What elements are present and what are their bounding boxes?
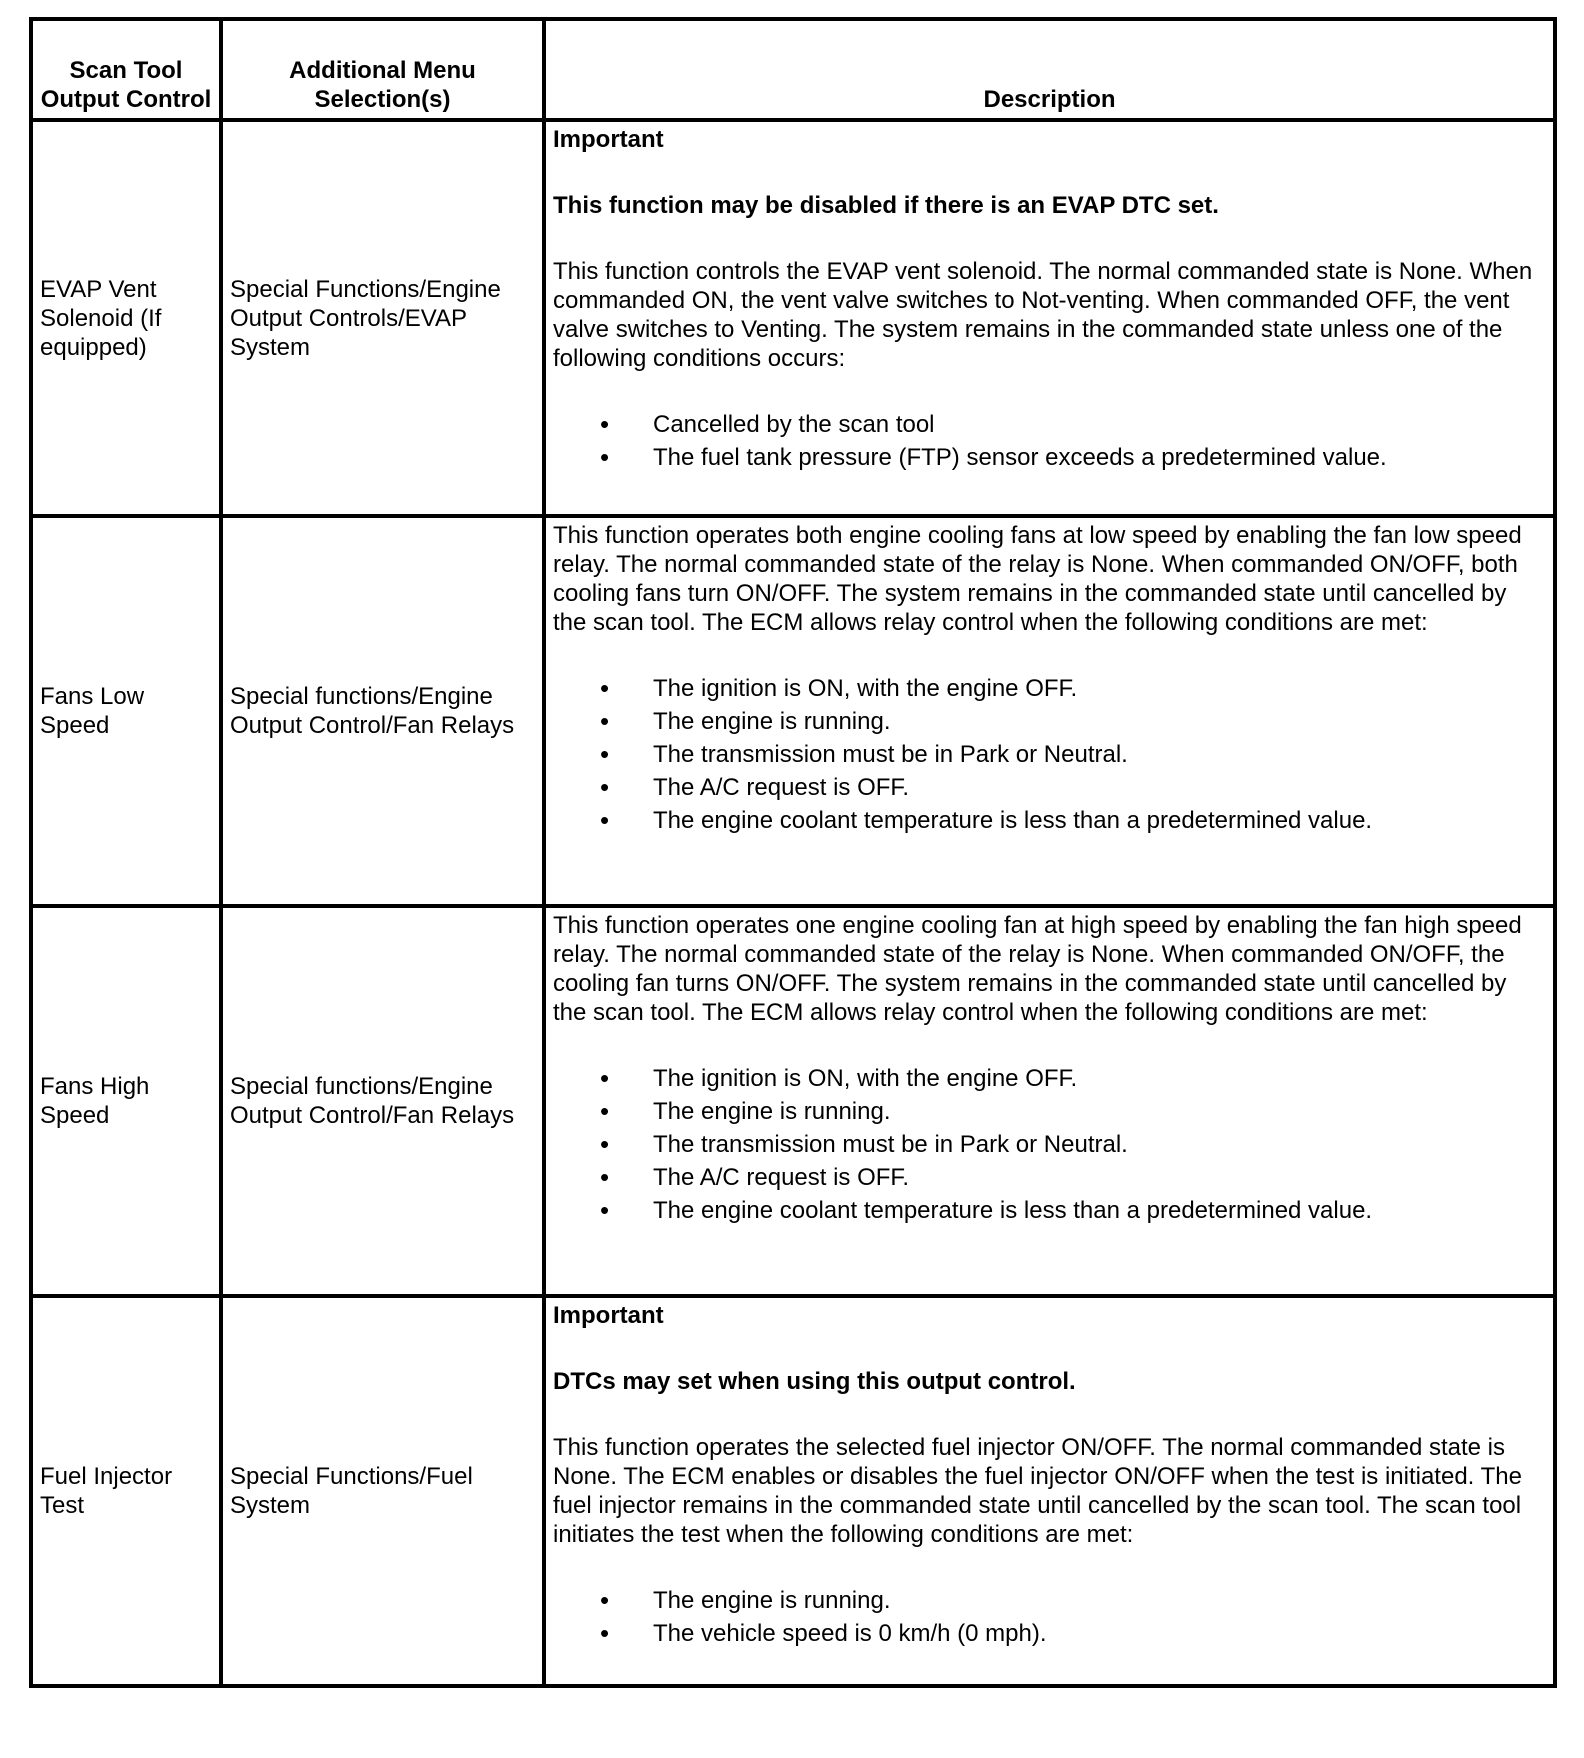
- important-note: DTCs may set when using this output control.: [553, 1368, 1076, 1395]
- table-row: [31, 120, 1555, 516]
- header-additional-menu-selections: Additional Menu Selection(s): [221, 19, 544, 120]
- description-cell: [544, 1296, 1555, 1686]
- description-cell: [544, 120, 1555, 516]
- conditions-list: [553, 674, 1546, 835]
- list-item: • The transmission must be in Park or Neutral.: [553, 740, 1546, 769]
- conditions-list: [553, 1586, 1546, 1648]
- important-label: Important: [553, 126, 664, 153]
- important-label: Important: [553, 1302, 664, 1329]
- scan-tool-output-table: [29, 17, 1557, 1688]
- list-item: • The A/C request is OFF.: [553, 773, 1546, 802]
- control-cell: Fans Low Speed: [31, 516, 221, 906]
- menu-cell: Special functions/Engine Output Control/Fan Relays: [221, 516, 544, 906]
- description-text: This function controls the EVAP vent solenoid. The normal commanded state is None. When commanded ON, the vent valve switches to Not-venting. When commanded OFF, the vent valve switches to Venting. The system remains in the commanded state unless one of the following conditions occurs:: [553, 258, 1533, 372]
- description-text: This function operates one engine cooling fan at high speed by enabling the fan high speed relay. The normal commanded state of the relay is None. When commanded ON/OFF, the cooling fan turns ON/OFF. The system remains in the commanded state until cancelled by the scan tool. The ECM allows relay control when the following conditions are met:: [553, 912, 1522, 1026]
- list-item: • The ignition is ON, with the engine OFF.: [553, 674, 1546, 703]
- list-item: • The engine is running.: [553, 1586, 1546, 1615]
- table-row: [31, 516, 1555, 906]
- conditions-list: [553, 1064, 1546, 1225]
- list-item: • The A/C request is OFF.: [553, 1163, 1546, 1192]
- control-cell: Fans High Speed: [31, 906, 221, 1296]
- list-item: • The engine is running.: [553, 1097, 1546, 1126]
- description-cell: [544, 516, 1555, 906]
- header-description: Description: [544, 19, 1555, 120]
- list-item: • The transmission must be in Park or Neutral.: [553, 1130, 1546, 1159]
- table-row: [31, 1296, 1555, 1686]
- menu-cell: Special Functions/Engine Output Controls/EVAP System: [221, 120, 544, 516]
- control-cell: EVAP Vent Solenoid (If equipped): [31, 120, 221, 516]
- list-item: • Cancelled by the scan tool: [553, 410, 1546, 439]
- conditions-list: [553, 410, 1546, 472]
- menu-cell: Special Functions/Fuel System: [221, 1296, 544, 1686]
- important-note: This function may be disabled if there is an EVAP DTC set.: [553, 192, 1219, 219]
- description-text: This function operates the selected fuel injector ON/OFF. The normal commanded state is None. The ECM enables or disables the fuel injector ON/OFF when the test is initiated. The fuel injector remains in the commanded state until cancelled by the scan tool. The scan tool initiates the test when the following conditions are met:: [553, 1434, 1522, 1548]
- description-cell: [544, 906, 1555, 1296]
- list-item: • The fuel tank pressure (FTP) sensor exceeds a predetermined value.: [553, 443, 1546, 472]
- list-item: • The vehicle speed is 0 km/h (0 mph).: [553, 1619, 1546, 1648]
- table-row: [31, 906, 1555, 1296]
- menu-cell: Special functions/Engine Output Control/Fan Relays: [221, 906, 544, 1296]
- header-scan-tool-output-control: Scan Tool Output Control: [31, 19, 221, 120]
- description-text: This function operates both engine cooling fans at low speed by enabling the fan low speed relay. The normal commanded state of the relay is None. When commanded ON/OFF, both cooling fans turn ON/OFF. The system remains in the commanded state until cancelled by the scan tool. The ECM allows relay control when the following conditions are met:: [553, 522, 1522, 636]
- list-item: • The engine coolant temperature is less than a predetermined value.: [553, 806, 1546, 835]
- table-header-row: [31, 19, 1555, 120]
- list-item: • The engine is running.: [553, 707, 1546, 736]
- control-cell: Fuel Injector Test: [31, 1296, 221, 1686]
- list-item: • The ignition is ON, with the engine OFF.: [553, 1064, 1546, 1093]
- list-item: • The engine coolant temperature is less than a predetermined value.: [553, 1196, 1546, 1225]
